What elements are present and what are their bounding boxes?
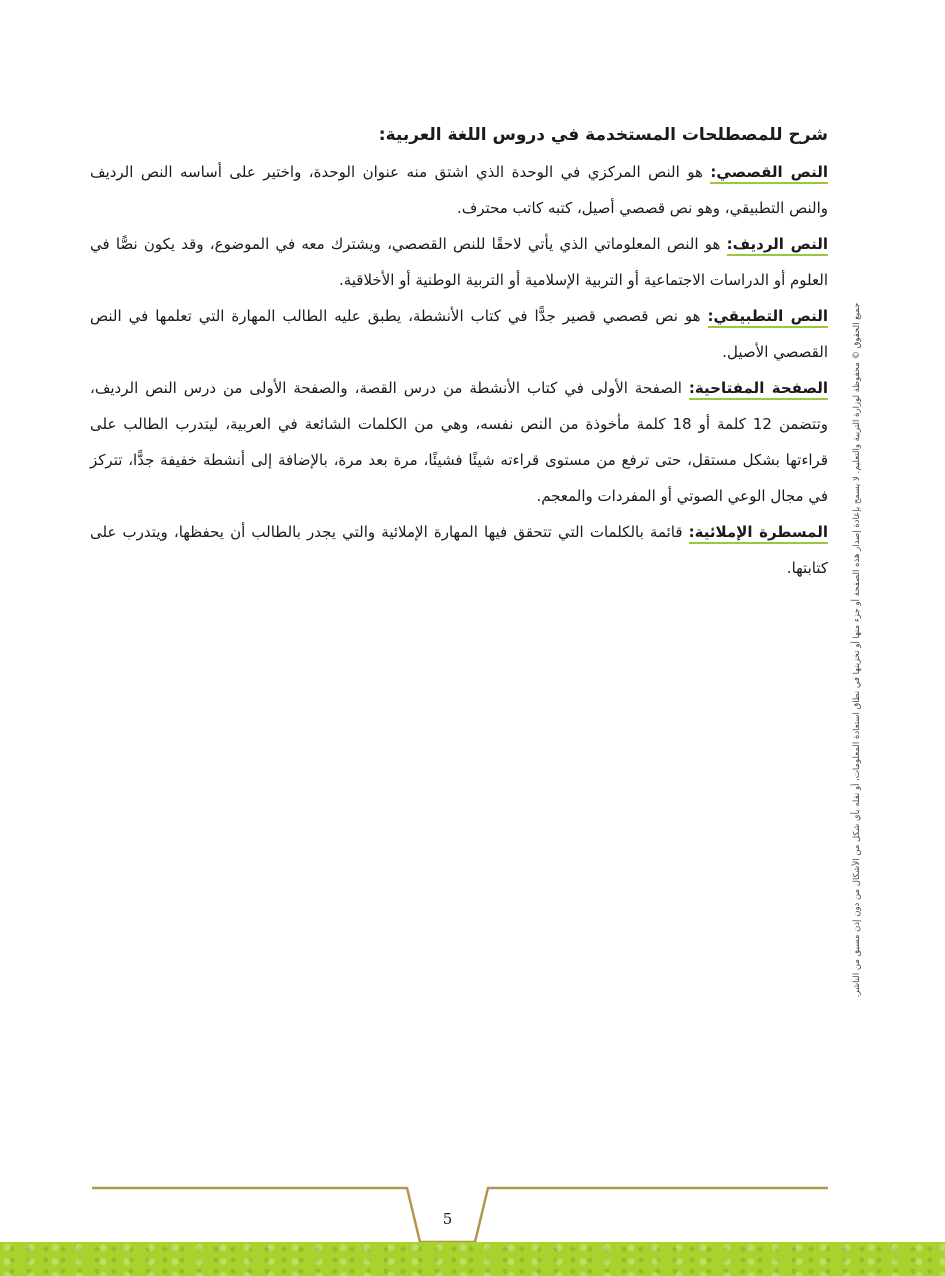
glossary-entry-key-page — [90, 370, 828, 514]
term-key-page: الصفحة المفتاحية: — [689, 379, 828, 400]
copyright-sidenote: جميع الحقوق © محفوظة لوزارة التربية والتعليم. لا يسمح بإعادة إصدار هذه الصفحة أو جزء منها أو تخزينها في نطاق استعادة المعلومات، أو نقله بأي شكل من الأشكال من دون إذن مسبق من الناشر. — [852, 302, 862, 998]
glossary-entry-spelling-ruler — [90, 514, 828, 586]
term-story-text: النص القصصي: — [710, 163, 828, 184]
glossary-entry-practice-text — [90, 298, 828, 370]
definition-story-text: هو النص المركزي في الوحدة الذي اشتق منه عنوان الوحدة، واختير على أساسه النص الرديف والنص التطبيقي، وهو نص قصصي أصيل، كتبه كاتب محترف. — [90, 163, 828, 217]
definition-key-page: الصفحة الأولى في كتاب الأنشطة من درس القصة، والصفحة الأولى من درس النص الرديف، وتتضمن 12 كلمة أو 18 كلمة مأخوذة من النص نفسه، وهي من الكلمات الشائعة في العربية، ليتدرب الطالب على قراءتها بشكل مستقل، حتى ترفع من مستوى قراءته شيئًا فشيئًا، مرة بعد مرة، بالإضافة إلى أنشطة خفيفة جدًّا، تتركز في مجال الوعي الصوتي أو المفردات والمعجم. — [90, 379, 828, 505]
decorative-bottom-band — [0, 1242, 945, 1276]
page-heading: شرح للمصطلحات المستخدمة في دروس اللغة العربية: — [378, 125, 828, 145]
definition-companion-text: هو النص المعلوماتي الذي يأتي لاحقًا للنص القصصي، ويشترك معه في الموضوع، وقد يكون نصًّا في العلوم أو الدراسات الاجتماعية أو التربية الإسلامية أو التربية الوطنية أو الأخلاقية. — [90, 235, 828, 289]
glossary-entry-companion-text — [90, 226, 828, 298]
definition-practice-text: هو نص قصصي قصير جدًّا في كتاب الأنشطة، يطبق عليه الطالب المهارة التي تعلمها في النص القصصي الأصيل. — [90, 307, 828, 361]
glossary-section — [90, 120, 828, 586]
page-number: 5 — [442, 1210, 453, 1228]
term-practice-text: النص التطبيقي: — [708, 307, 829, 328]
term-companion-text: النص الرديف: — [727, 235, 828, 256]
term-spelling-ruler: المسطرة الإملائية: — [689, 523, 828, 544]
glossary-entry-story-text — [90, 154, 828, 226]
definition-spelling-ruler: قائمة بالكلمات التي تتحقق فيها المهارة الإملائية والتي يجدر بالطالب أن يحفظها، ويتدرب على كتابتها. — [90, 523, 828, 577]
